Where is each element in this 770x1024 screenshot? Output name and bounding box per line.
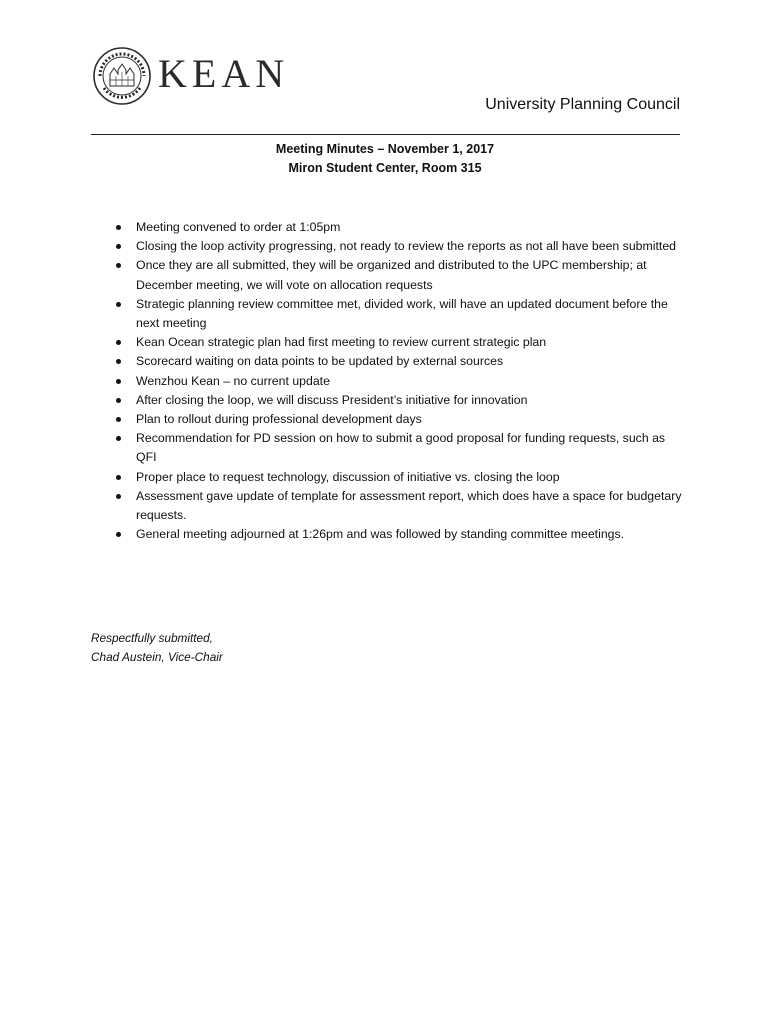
list-item: [116, 352, 686, 371]
list-item-text: Plan to rollout during professional development days: [136, 412, 422, 427]
signature-line: Chad Austein, Vice-Chair: [91, 650, 223, 664]
list-item-text: After closing the loop, we will discuss President’s initiative for innovation: [136, 392, 528, 407]
list-item-text: Kean Ocean strategic plan had first meeting to review current strategic plan: [136, 335, 547, 350]
meeting-location: Miron Student Center, Room 315: [288, 161, 482, 175]
list-item: [116, 468, 686, 487]
list-item: [116, 256, 686, 294]
bullet-icon: [116, 417, 121, 422]
list-item-text: Wenzhou Kean – no current update: [136, 373, 330, 388]
list-item: [116, 237, 686, 256]
list-item-text: Recommendation for PD session on how to submit a good proposal for funding requests, such as QFI: [136, 431, 666, 465]
list-item-text: Proper place to request technology, discussion of initiative vs. closing the loop: [136, 469, 560, 484]
list-item-text: Assessment gave update of template for assessment report, which does have a space for budgetary requests.: [136, 488, 682, 523]
council-name: University Planning Council: [485, 96, 680, 113]
bullet-icon: [116, 340, 121, 345]
list-item: [116, 295, 686, 333]
bullet-icon: [116, 494, 121, 499]
bullet-icon: [116, 359, 121, 364]
logo-wordmark: KEAN: [158, 51, 290, 96]
bullet-icon: [116, 436, 121, 441]
list-item: [116, 487, 686, 525]
list-item: [116, 372, 686, 391]
header-divider: [91, 134, 680, 135]
list-item: [116, 410, 686, 429]
bullet-icon: [116, 263, 121, 268]
bullet-icon: [116, 532, 121, 537]
list-item-text: Strategic planning review committee met, divided work, will have an updated document before the next meeting: [136, 296, 668, 331]
university-seal-icon: [92, 46, 152, 106]
bullet-icon: [116, 225, 121, 230]
bullet-icon: [116, 302, 121, 307]
list-item-text: Scorecard waiting on data points to be updated by external sources: [136, 354, 504, 369]
minutes-list: [116, 218, 686, 544]
bullet-icon: [116, 379, 121, 384]
kean-logo: [92, 46, 312, 108]
minutes-title: Meeting Minutes – November 1, 2017: [275, 142, 495, 156]
bullet-icon: [116, 475, 121, 480]
bullet-icon: [116, 398, 121, 403]
closing-line: Respectfully submitted,: [91, 631, 213, 645]
list-item: [116, 218, 686, 237]
list-item-text: Closing the loop activity progressing, not ready to review the reports as not all have been submitted: [136, 239, 676, 254]
list-item-text: Once they are all submitted, they will be organized and distributed to the UPC membership; at December meeting, we will vote on allocation requests: [136, 258, 647, 292]
list-item: [116, 391, 686, 410]
list-item-text: Meeting convened to order at 1:05pm: [136, 220, 341, 234]
list-item-text: General meeting adjourned at 1:26pm and was followed by standing committee meetings.: [136, 527, 625, 542]
list-item: [116, 333, 686, 352]
bullet-icon: [116, 244, 121, 249]
list-item: [116, 429, 686, 467]
list-item: [116, 525, 686, 544]
